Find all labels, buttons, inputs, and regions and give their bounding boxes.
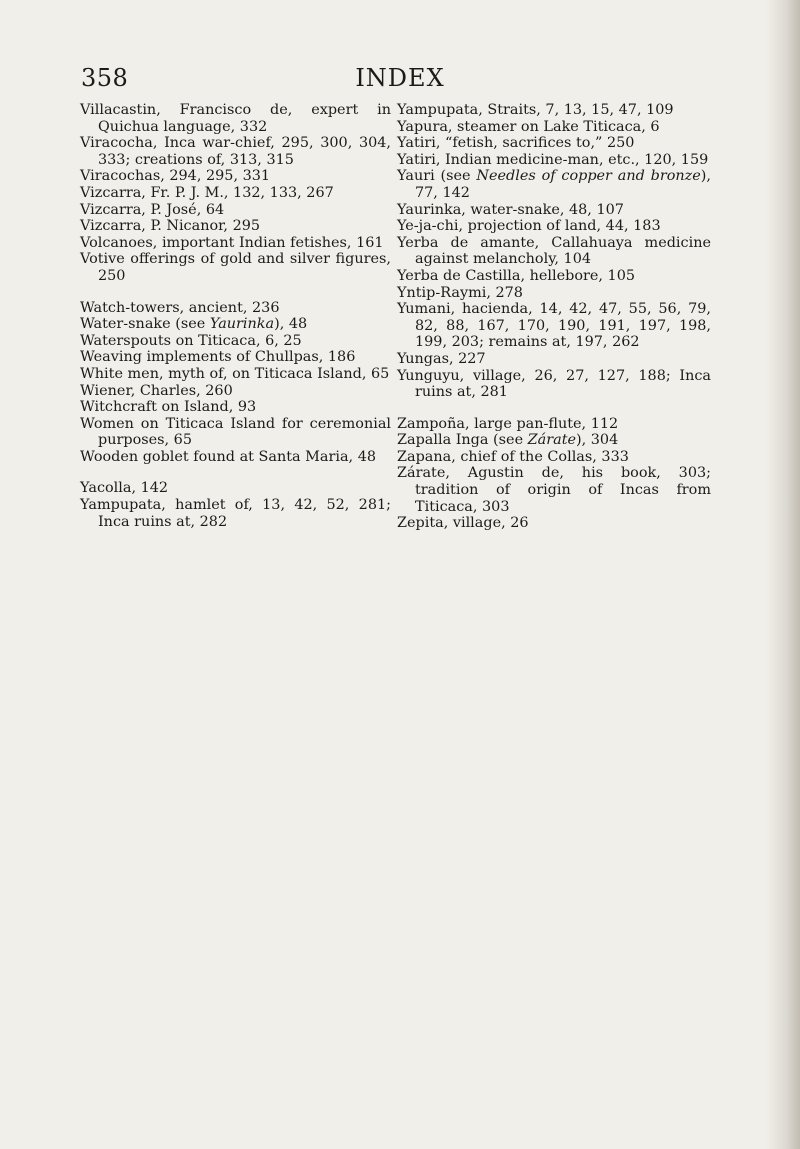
index-entry — [80, 235, 391, 252]
index-entry-text: Yungas, 227 — [397, 350, 486, 367]
index-entry — [80, 383, 391, 400]
index-entry — [397, 119, 711, 136]
index-entry-text: Weaving implements of Chullpas, 186 — [80, 349, 356, 366]
index-entry — [397, 465, 711, 515]
index-entry-text: ), 77, 142 — [415, 168, 711, 201]
index-entry — [80, 497, 391, 530]
index-entry-text: Yatiri, Indian medicine-man, etc., 120, 159 — [397, 151, 709, 168]
index-entry — [397, 152, 711, 169]
page-title: INDEX — [355, 64, 445, 92]
index-entry — [80, 251, 391, 284]
index-entry-text: Vizcarra, P. Nicanor, 295 — [80, 218, 261, 235]
index-entry — [397, 218, 711, 235]
index-entry-text: Villacastin, Francisco de, expert in Quichua language, 332 — [80, 102, 391, 135]
index-entry — [80, 135, 391, 168]
index-entry — [80, 480, 391, 497]
index-entry — [80, 102, 391, 135]
index-entry — [397, 351, 711, 368]
index-entry — [80, 333, 391, 350]
index-entry — [397, 102, 711, 119]
index-entry-text: Yatiri, “fetish, sacrifices to,” 250 — [397, 135, 635, 152]
index-entry-italic-text: Zárate — [527, 432, 576, 449]
index-entry-text: Yumani, hacienda, 14, 42, 47, 55, 56, 79, 82, 88, 167, 170, 190, 191, 197, 198, 199, 203; remains at, 197, 262 — [397, 301, 711, 351]
index-entry-text: Yerba de Castilla, hellebore, 105 — [397, 267, 635, 284]
index-column-right — [397, 102, 711, 532]
index-entry — [397, 368, 711, 401]
index-entry-text: Wiener, Charles, 260 — [80, 382, 233, 399]
index-entry — [80, 168, 391, 185]
index-entry-text: Zepita, village, 26 — [397, 515, 529, 532]
index-entry — [80, 185, 391, 202]
index-entry-text: Yaurinka, water-snake, 48, 107 — [397, 201, 624, 218]
index-entry-text: Water-snake (see — [80, 316, 210, 333]
index-entry-text: Witchcraft on Island, 93 — [80, 399, 257, 416]
index-entry-text: Zárate, Agustin de, his book, 303; tradition of origin of Incas from Titicaca, 303 — [397, 465, 711, 515]
index-entry-text: Yampupata, Straits, 7, 13, 15, 47, 109 — [397, 102, 674, 118]
index-entry-text: Viracocha, Inca war-chief, 295, 300, 304, 333; creations of, 313, 315 — [80, 135, 391, 168]
index-entry-text: Votive offerings of gold and silver figures, 250 — [80, 251, 391, 284]
index-entry-text: Ye-ja-chi, projection of land, 44, 183 — [397, 218, 661, 235]
index-entry-text: Volcanoes, important Indian fetishes, 161 — [80, 234, 384, 251]
running-head — [0, 60, 800, 100]
index-column-left — [80, 102, 391, 530]
index-entry — [80, 449, 391, 466]
index-entry-text: Waterspouts on Titicaca, 6, 25 — [80, 332, 302, 349]
index-entry — [397, 235, 711, 268]
index-entry-text: Yunguyu, village, 26, 27, 127, 188; Inca ruins at, 281 — [397, 367, 711, 401]
index-entry — [397, 135, 711, 152]
index-entry-text: Yampupata, hamlet of, 13, 42, 52, 281; Inca ruins at, 282 — [80, 497, 391, 530]
index-entry-text: Zapana, chief of the Collas, 333 — [397, 448, 629, 465]
index-entry — [397, 515, 711, 532]
index-entry-text: Zapalla Inga (see — [397, 432, 528, 449]
index-entry — [80, 300, 391, 317]
index-entry — [80, 366, 391, 383]
page-edge-shadow — [766, 0, 800, 1149]
index-entry — [397, 202, 711, 219]
index-entry — [80, 349, 391, 366]
index-entry — [397, 449, 711, 466]
index-entry — [80, 399, 391, 416]
index-entry-italic-text: Needles of copper and bronze — [476, 168, 701, 185]
index-entry-text: White men, myth of, on Titicaca Island, 65 — [80, 365, 390, 382]
index-entry-text: Yacolla, 142 — [80, 480, 169, 497]
index-entry-text: Yauri (see — [397, 168, 477, 185]
index-entry — [397, 168, 711, 201]
index-entry-text: Yerba de amante, Callahuaya medicine against melancholy, 104 — [397, 234, 711, 268]
index-entry-text: Wooden goblet found at Santa Maria, 48 — [80, 448, 377, 465]
index-entry-text: ), 304 — [576, 432, 619, 449]
index-entry-text: Watch-towers, ancient, 236 — [80, 299, 280, 316]
index-entry-text: Yntip-Raymi, 278 — [397, 284, 523, 301]
index-entry — [80, 416, 391, 449]
index-entry — [80, 218, 391, 235]
index-entry — [80, 202, 391, 219]
index-entry-text: Viracochas, 294, 295, 331 — [80, 168, 271, 185]
index-entry-text: Vizcarra, Fr. P. J. M., 132, 133, 267 — [80, 184, 334, 201]
index-entry — [397, 301, 711, 351]
index-entry-text: Yapura, steamer on Lake Titicaca, 6 — [397, 118, 660, 135]
page-number: 358 — [81, 64, 129, 92]
index-entry-text: Zampoña, large pan-flute, 112 — [397, 415, 619, 432]
index-entry-text: Women on Titicaca Island for ceremonial purposes, 65 — [80, 415, 391, 449]
index-entry-text: ), 48 — [274, 316, 308, 333]
index-entry — [397, 285, 711, 302]
index-entry — [397, 268, 711, 285]
index-entry — [80, 316, 391, 333]
index-entry-text: Vizcarra, P. José, 64 — [80, 201, 225, 218]
index-entry — [397, 416, 711, 433]
index-entry — [397, 432, 711, 449]
index-entry-italic-text: Yaurinka — [209, 316, 275, 333]
